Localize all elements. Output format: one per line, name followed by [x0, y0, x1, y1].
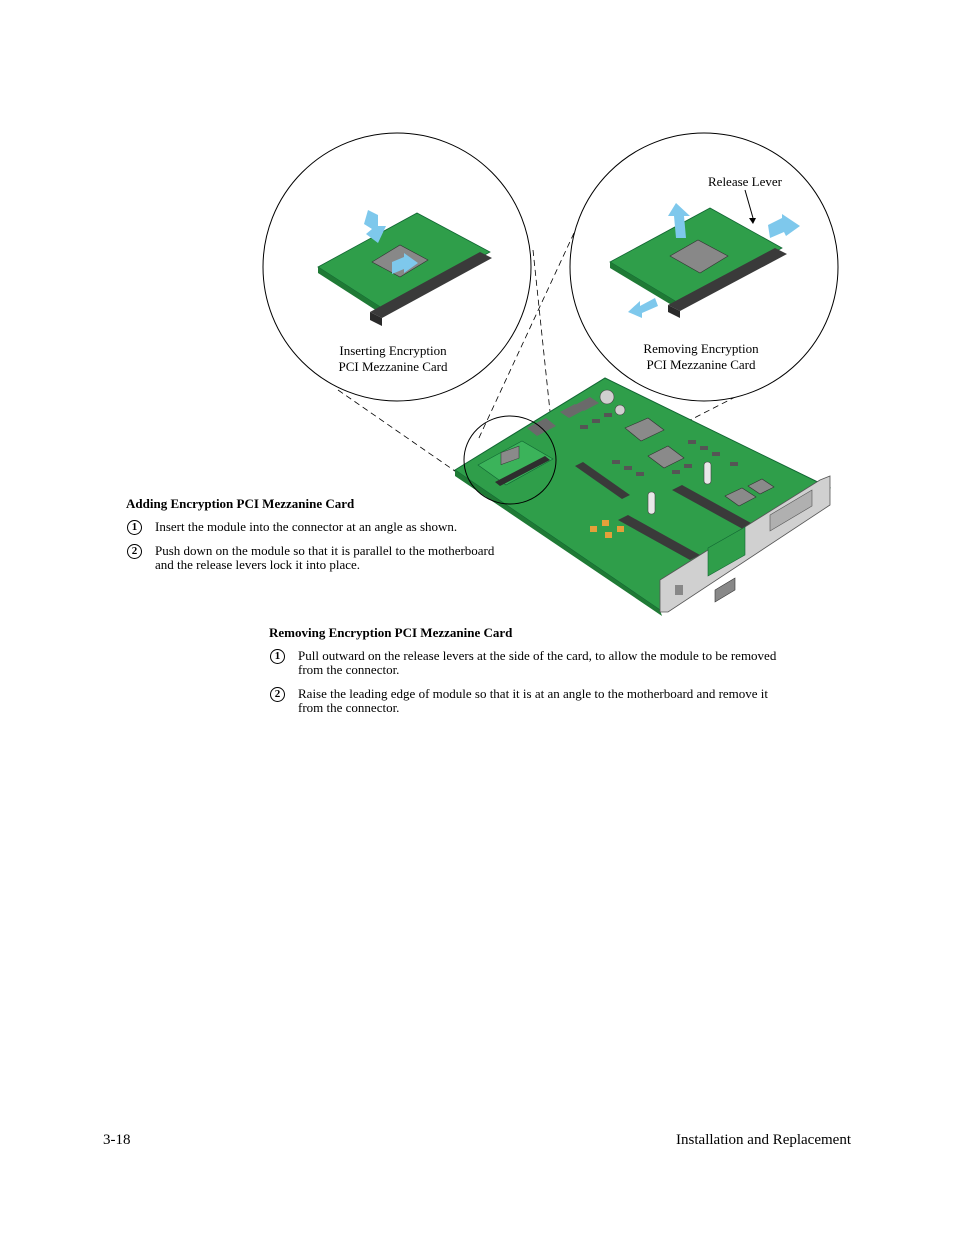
removing-caption: Removing Encryption PCI Mezzanine Card: [643, 341, 759, 372]
step-number: 2: [127, 544, 142, 559]
step-text: Raise the leading edge of module so that it is at an angle to the motherboard and remove it from the connector.: [298, 686, 769, 715]
adding-step-1: [127, 520, 547, 536]
section-title: Installation and Replacement: [676, 1132, 851, 1148]
adding-heading: Adding Encryption PCI Mezzanine Card: [126, 496, 355, 511]
removing-step-1: [270, 649, 840, 679]
step-number: 1: [270, 649, 285, 664]
step-text: Push down on the module so that it is parallel to the motherboard and the release levers lock it into place.: [155, 543, 495, 572]
step-text: Pull outward on the release levers at the side of the card, to allow the module to be removed from the connector.: [298, 648, 777, 677]
step-number: 2: [270, 687, 285, 702]
step-number: 1: [127, 520, 142, 535]
adding-step-2: [127, 544, 547, 574]
page-number: 3-18: [103, 1132, 131, 1148]
release-lever-label: Release Lever: [708, 174, 782, 189]
step-text: Insert the module into the connector at an angle as shown.: [155, 519, 458, 534]
motherboard: [455, 378, 830, 616]
removing-step-2: [270, 687, 840, 717]
removing-heading: Removing Encryption PCI Mezzanine Card: [269, 625, 513, 640]
inserting-caption: Inserting Encryption PCI Mezzanine Card: [338, 343, 448, 374]
